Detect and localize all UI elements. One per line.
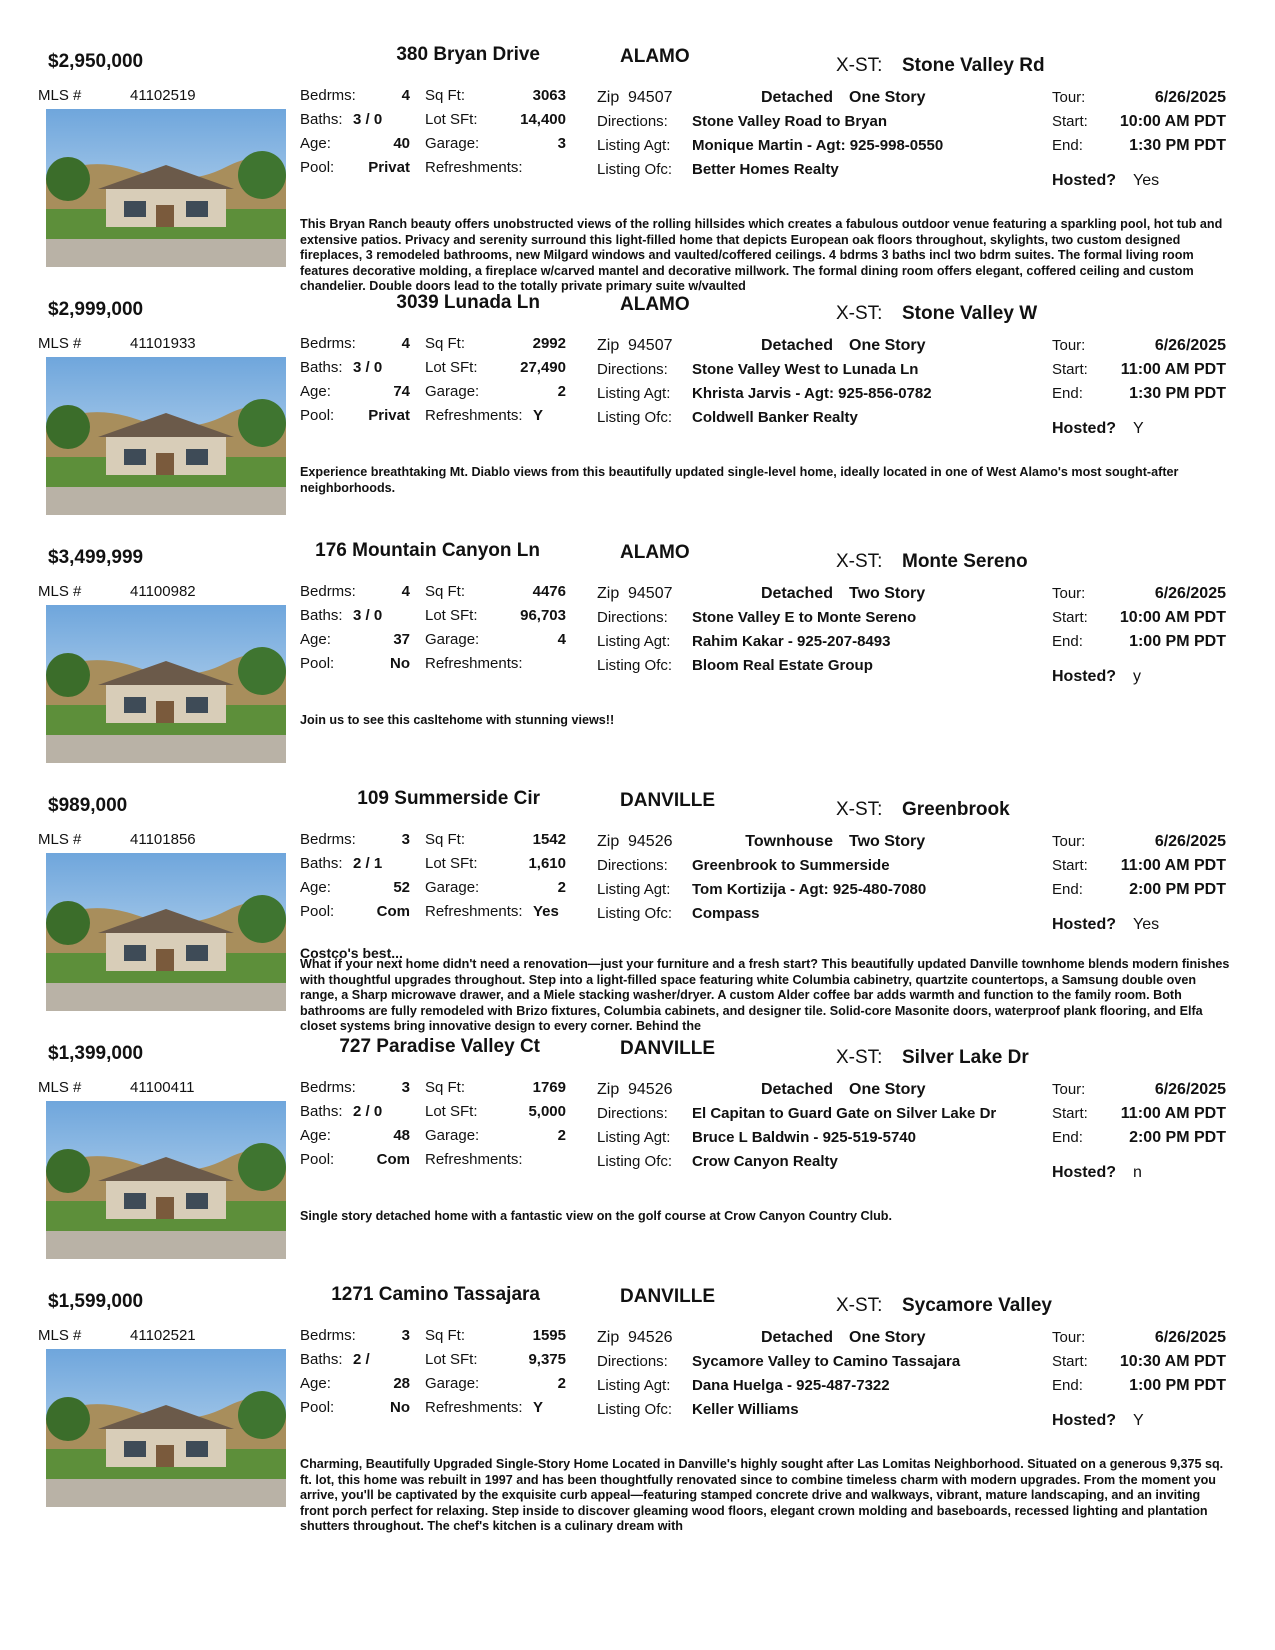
listing-city: DANVILLE — [620, 1286, 715, 1307]
cross-street-value: Greenbrook — [902, 799, 1010, 820]
baths-value: 3 / 0 — [353, 359, 383, 376]
garage-value: 2 — [557, 383, 566, 400]
directions-label: Directions: — [597, 361, 668, 378]
end-time: 1:30 PM PDT — [1129, 385, 1226, 402]
age-value: 37 — [393, 631, 410, 648]
directions-value: Stone Valley Road to Bryan — [692, 113, 888, 130]
garage-label: Garage: — [425, 1127, 480, 1144]
listing-address: 3039 Lunada Ln — [396, 292, 540, 313]
cross-street-value: Monte Sereno — [902, 551, 1028, 572]
tour-label: Tour: — [1052, 833, 1086, 850]
hosted-value: Y — [1133, 1412, 1144, 1429]
mls-label: MLS # — [38, 87, 82, 104]
refreshments-label: Refreshments: — [425, 655, 523, 672]
lot-label: Lot SFt: — [425, 855, 478, 872]
end-time: 2:00 PM PDT — [1129, 881, 1226, 898]
mls-label: MLS # — [38, 1079, 82, 1096]
start-time: 11:00 AM PDT — [1120, 361, 1226, 378]
sqft-value: 4476 — [532, 583, 566, 600]
listing-note: Costco's best... — [300, 945, 403, 961]
garage-value: 2 — [557, 1375, 566, 1392]
listing-card — [0, 1037, 1275, 1295]
end-label: End: — [1052, 137, 1083, 154]
stories: Two Story — [849, 585, 926, 602]
listing-city: ALAMO — [620, 542, 690, 563]
refreshments-label: Refreshments: — [425, 903, 523, 920]
start-time: 11:00 AM PDT — [1120, 1105, 1226, 1122]
lot-label: Lot SFt: — [425, 1351, 478, 1368]
listing-address: 727 Paradise Valley Ct — [339, 1036, 540, 1057]
lot-label: Lot SFt: — [425, 111, 478, 128]
pool-label: Pool: — [300, 407, 335, 424]
cross-street-value: Stone Valley Rd — [902, 55, 1045, 76]
sqft-value: 1595 — [532, 1327, 566, 1344]
end-label: End: — [1052, 881, 1083, 898]
end-label: End: — [1052, 1129, 1083, 1146]
cross-street-label: X-ST: — [836, 55, 883, 76]
agent-value: Bruce L Baldwin - 925-519-5740 — [692, 1129, 916, 1146]
office-label: Listing Ofc: — [597, 905, 673, 922]
listing-address: 109 Summerside Cir — [357, 788, 540, 809]
office-label: Listing Ofc: — [597, 657, 673, 674]
listing-description: Experience breathtaking Mt. Diablo views from this beautifully updated single-level home, ideally located in one of West Alamo's most sought-after neighborhoods. — [300, 465, 1179, 495]
cross-street-label: X-ST: — [836, 1295, 883, 1316]
pool-value: Privat — [368, 407, 410, 424]
start-time: 10:30 AM PDT — [1119, 1353, 1226, 1370]
sqft-label: Sq Ft: — [425, 1079, 466, 1096]
lot-value: 96,703 — [520, 607, 566, 624]
pool-label: Pool: — [300, 1399, 335, 1416]
property-type: Townhouse — [745, 833, 833, 850]
start-label: Start: — [1052, 361, 1088, 378]
cross-street-value: Stone Valley W — [902, 303, 1038, 324]
age-label: Age: — [300, 383, 331, 400]
listing-card — [0, 293, 1275, 551]
property-type: Detached — [760, 89, 833, 106]
stories: One Story — [849, 89, 926, 106]
mls-label: MLS # — [38, 831, 82, 848]
directions-label: Directions: — [597, 1105, 668, 1122]
tour-label: Tour: — [1052, 337, 1086, 354]
pool-label: Pool: — [300, 159, 335, 176]
listing-card — [0, 789, 1275, 1047]
refreshments-label: Refreshments: — [425, 159, 523, 176]
bedrooms-label: Bedrms: — [300, 1327, 356, 1344]
garage-label: Garage: — [425, 879, 480, 896]
hosted-value: n — [1133, 1164, 1142, 1181]
listing-address: 1271 Camino Tassajara — [331, 1284, 540, 1305]
tour-label: Tour: — [1052, 1081, 1086, 1098]
start-time: 11:00 AM PDT — [1120, 857, 1226, 874]
cross-street-value: Silver Lake Dr — [902, 1047, 1029, 1068]
age-value: 48 — [393, 1127, 410, 1144]
lot-label: Lot SFt: — [425, 1103, 478, 1120]
property-type: Detached — [760, 1081, 833, 1098]
office-label: Listing Ofc: — [597, 409, 673, 426]
zip-label: Zip — [597, 337, 620, 354]
pool-label: Pool: — [300, 1151, 335, 1168]
directions-label: Directions: — [597, 609, 668, 626]
property-photo — [46, 109, 286, 267]
sqft-label: Sq Ft: — [425, 583, 466, 600]
bedrooms-value: 3 — [401, 831, 410, 848]
property-photo — [46, 357, 286, 515]
agent-value: Rahim Kakar - 925-207-8493 — [692, 633, 891, 650]
pool-label: Pool: — [300, 655, 335, 672]
property-photo — [46, 605, 286, 763]
start-label: Start: — [1052, 857, 1088, 874]
listing-address: 380 Bryan Drive — [396, 44, 540, 65]
stories: One Story — [849, 337, 926, 354]
cross-street-label: X-ST: — [836, 303, 883, 324]
zip-value: 94526 — [628, 1081, 673, 1098]
baths-label: Baths: — [300, 607, 343, 624]
property-type: Detached — [760, 1329, 833, 1346]
lot-value: 5,000 — [528, 1103, 566, 1120]
mls-number: 41102519 — [130, 87, 196, 104]
zip-value: 94507 — [628, 337, 673, 354]
hosted-value: y — [1133, 668, 1141, 685]
bedrooms-value: 4 — [401, 583, 410, 600]
mls-number: 41100411 — [130, 1079, 195, 1096]
garage-label: Garage: — [425, 1375, 480, 1392]
zip-label: Zip — [597, 585, 620, 602]
bedrooms-value: 4 — [401, 335, 410, 352]
zip-value: 94507 — [628, 89, 673, 106]
zip-label: Zip — [597, 1081, 620, 1098]
refreshments-label: Refreshments: — [425, 1399, 523, 1416]
listing-price: $3,499,999 — [48, 547, 144, 568]
directions-value: Sycamore Valley to Camino Tassajara — [692, 1353, 961, 1370]
bedrooms-label: Bedrms: — [300, 1079, 356, 1096]
age-value: 74 — [393, 383, 410, 400]
office-label: Listing Ofc: — [597, 1401, 673, 1418]
property-photo — [46, 1349, 286, 1507]
garage-value: 2 — [557, 879, 566, 896]
listing-price: $2,999,000 — [48, 299, 144, 320]
baths-value: 3 / 0 — [353, 607, 383, 624]
lot-value: 27,490 — [520, 359, 566, 376]
property-photo-illustration — [46, 1101, 286, 1259]
mls-number: 41102521 — [130, 1327, 196, 1344]
hosted-value: Y — [1133, 420, 1144, 437]
listing-price: $1,599,000 — [48, 1291, 144, 1312]
refreshments-value: Y — [533, 1399, 544, 1416]
listing-city: DANVILLE — [620, 1038, 715, 1059]
agent-label: Listing Agt: — [597, 1377, 671, 1394]
property-photo — [46, 1101, 286, 1259]
listing-city: ALAMO — [620, 46, 690, 67]
hosted-label: Hosted? — [1052, 916, 1116, 933]
end-time: 1:30 PM PDT — [1129, 137, 1226, 154]
agent-value: Monique Martin - Agt: 925-998-0550 — [692, 137, 944, 154]
end-label: End: — [1052, 385, 1083, 402]
property-photo-illustration — [46, 1349, 286, 1507]
cross-street-value: Sycamore Valley — [902, 1295, 1052, 1316]
pool-value: No — [390, 655, 410, 672]
cross-street-label: X-ST: — [836, 551, 883, 572]
bedrooms-label: Bedrms: — [300, 831, 356, 848]
agent-value: Dana Huelga - 925-487-7322 — [692, 1377, 890, 1394]
lot-label: Lot SFt: — [425, 607, 478, 624]
property-photo — [46, 853, 286, 1011]
age-label: Age: — [300, 1127, 331, 1144]
directions-label: Directions: — [597, 113, 668, 130]
age-label: Age: — [300, 631, 331, 648]
age-label: Age: — [300, 1375, 331, 1392]
office-label: Listing Ofc: — [597, 1153, 673, 1170]
sqft-label: Sq Ft: — [425, 831, 466, 848]
garage-value: 4 — [557, 631, 566, 648]
sqft-value: 1769 — [532, 1079, 566, 1096]
listing-card — [0, 45, 1275, 303]
pool-value: Privat — [368, 159, 410, 176]
age-label: Age: — [300, 879, 331, 896]
garage-label: Garage: — [425, 383, 480, 400]
zip-value: 94526 — [628, 1329, 673, 1346]
tour-label: Tour: — [1052, 585, 1086, 602]
refreshments-value: Y — [533, 407, 544, 424]
property-type: Detached — [760, 585, 833, 602]
tour-date: 6/26/2025 — [1154, 585, 1226, 602]
age-label: Age: — [300, 135, 331, 152]
office-value: Coldwell Banker Realty — [692, 409, 858, 426]
tour-date: 6/26/2025 — [1154, 1081, 1226, 1098]
tour-date: 6/26/2025 — [1154, 1329, 1226, 1346]
stories: One Story — [849, 1081, 926, 1098]
refreshments-value: Yes — [533, 903, 559, 920]
baths-value: 2 / — [353, 1351, 370, 1368]
sqft-value: 1542 — [532, 831, 566, 848]
baths-label: Baths: — [300, 1351, 343, 1368]
bedrooms-value: 3 — [401, 1079, 410, 1096]
hosted-value: Yes — [1133, 916, 1160, 933]
directions-value: Greenbrook to Summerside — [692, 857, 890, 874]
start-time: 10:00 AM PDT — [1119, 113, 1226, 130]
sqft-label: Sq Ft: — [425, 1327, 466, 1344]
cross-street-label: X-ST: — [836, 1047, 883, 1068]
baths-label: Baths: — [300, 855, 343, 872]
office-value: Keller Williams — [692, 1401, 799, 1418]
property-photo-illustration — [46, 357, 286, 515]
age-value: 28 — [393, 1375, 410, 1392]
stories: Two Story — [849, 833, 926, 850]
baths-label: Baths: — [300, 359, 343, 376]
listing-address: 176 Mountain Canyon Ln — [315, 540, 540, 561]
age-value: 40 — [393, 135, 410, 152]
office-label: Listing Ofc: — [597, 161, 673, 178]
directions-value: Stone Valley West to Lunada Ln — [692, 361, 919, 378]
agent-label: Listing Agt: — [597, 1129, 671, 1146]
tour-label: Tour: — [1052, 1329, 1086, 1346]
stories: One Story — [849, 1329, 926, 1346]
baths-value: 2 / 0 — [353, 1103, 383, 1120]
listing-city: DANVILLE — [620, 790, 715, 811]
sqft-label: Sq Ft: — [425, 87, 466, 104]
end-time: 1:00 PM PDT — [1129, 1377, 1226, 1394]
agent-label: Listing Agt: — [597, 137, 671, 154]
zip-value: 94507 — [628, 585, 673, 602]
directions-value: El Capitan to Guard Gate on Silver Lake Dr — [692, 1105, 997, 1122]
office-value: Better Homes Realty — [692, 161, 839, 178]
start-label: Start: — [1052, 1353, 1088, 1370]
mls-label: MLS # — [38, 1327, 82, 1344]
garage-label: Garage: — [425, 135, 480, 152]
start-label: Start: — [1052, 609, 1088, 626]
tour-date: 6/26/2025 — [1154, 337, 1226, 354]
listing-price: $1,399,000 — [48, 1043, 144, 1064]
garage-label: Garage: — [425, 631, 480, 648]
lot-value: 9,375 — [528, 1351, 566, 1368]
end-time: 1:00 PM PDT — [1129, 633, 1226, 650]
cross-street-label: X-ST: — [836, 799, 883, 820]
refreshments-label: Refreshments: — [425, 407, 523, 424]
agent-value: Tom Kortizija - Agt: 925-480-7080 — [692, 881, 927, 898]
lot-label: Lot SFt: — [425, 359, 478, 376]
office-value: Bloom Real Estate Group — [692, 657, 873, 674]
baths-label: Baths: — [300, 111, 343, 128]
end-time: 2:00 PM PDT — [1129, 1129, 1226, 1146]
listing-description: Charming, Beautifully Upgraded Single-Story Home Located in Danville's highly sought after Las Lomitas Neighborhood. Situated on a generous 9,375 sq. ft. lot, this home was rebuilt in 1997 and has been thoughtfully renovated since to combine timeless charm with modern upgrades. From the moment you arrive, you'll be captivated by the exquisite curb appeal—featuring stamped concrete drive and walkways, vibrant, mature landscaping, and an inviting front porch perfect for relaxing. Step inside to discover gleaming wood floors, elegant crown molding and baseboards, recessed lighting and plantation shutters throughout. The chef's kitchen is a culinary dream with — [300, 1457, 1224, 1534]
property-type: Detached — [760, 337, 833, 354]
agent-label: Listing Agt: — [597, 633, 671, 650]
start-time: 10:00 AM PDT — [1119, 609, 1226, 626]
age-value: 52 — [393, 879, 410, 896]
tour-label: Tour: — [1052, 89, 1086, 106]
end-label: End: — [1052, 633, 1083, 650]
property-photo-illustration — [46, 109, 286, 267]
garage-value: 2 — [557, 1127, 566, 1144]
bedrooms-label: Bedrms: — [300, 87, 356, 104]
zip-value: 94526 — [628, 833, 673, 850]
office-value: Crow Canyon Realty — [692, 1153, 838, 1170]
mls-number: 41100982 — [130, 583, 196, 600]
end-label: End: — [1052, 1377, 1083, 1394]
listing-description: Join us to see this casltehome with stunning views!! — [300, 713, 615, 727]
sqft-value: 3063 — [532, 87, 566, 104]
hosted-label: Hosted? — [1052, 420, 1116, 437]
property-photo-illustration — [46, 853, 286, 1011]
directions-label: Directions: — [597, 857, 668, 874]
lot-value: 1,610 — [528, 855, 566, 872]
listing-price: $989,000 — [48, 795, 128, 816]
bedrooms-label: Bedrms: — [300, 335, 356, 352]
garage-value: 3 — [557, 135, 566, 152]
mls-number: 41101933 — [130, 335, 196, 352]
pool-label: Pool: — [300, 903, 335, 920]
mls-label: MLS # — [38, 583, 82, 600]
tour-date: 6/26/2025 — [1154, 89, 1226, 106]
listing-city: ALAMO — [620, 294, 690, 315]
zip-label: Zip — [597, 89, 620, 106]
baths-value: 2 / 1 — [353, 855, 383, 872]
pool-value: Com — [376, 903, 410, 920]
hosted-label: Hosted? — [1052, 1164, 1116, 1181]
bedrooms-value: 3 — [401, 1327, 410, 1344]
agent-label: Listing Agt: — [597, 385, 671, 402]
listing-description: What if your next home didn't need a renovation—just your furniture and a fresh start? This beautifully updated Danville townhome blends modern finishes with thoughtful upgrades throughout. Step into a light-filled space featuring white Columbia cabinetry, quartzite countertops, a Samsung double oven range, a Sharp microwave drawer, and a Miele stacking washer/dryer. A custom Alder coffee bar adds warmth and function to the family room. Both bathrooms are fully remodeled with Brizo fixtures, Columbia cabinets, and designer tile. Solid-core Masonite doors, waterproof plank flooring, and Elfa closet systems bring innovative design to every corner. Behind the — [300, 957, 1230, 1034]
listing-description: This Bryan Ranch beauty offers unobstructed views of the rolling hillsides which creates a fabulous outdoor venue featuring a sparkling pool, hot tub and extensive patios. Privacy and serenity surround this light-filled home that depicts European oak floors throughout, skylights, two custom designed fireplaces, 3 remodeled bathrooms, new Milgard windows and vaulted/coffered ceilings. 4 bdrms 3 baths incl two bdrm suites. The formal living room features decorative molding, a fireplace w/carved mantel and decorative millwork. The formal dining room offers elegant, coffered ceiling and custom chandelier. Double doors lead to the totally private primary suite w/vaulted — [300, 217, 1223, 294]
tour-date: 6/26/2025 — [1154, 833, 1226, 850]
start-label: Start: — [1052, 1105, 1088, 1122]
hosted-label: Hosted? — [1052, 1412, 1116, 1429]
sqft-value: 2992 — [532, 335, 566, 352]
baths-label: Baths: — [300, 1103, 343, 1120]
listing-description: Single story detached home with a fantastic view on the golf course at Crow Canyon Country Club. — [300, 1209, 892, 1223]
lot-value: 14,400 — [520, 111, 566, 128]
mls-label: MLS # — [38, 335, 82, 352]
property-photo-illustration — [46, 605, 286, 763]
listing-card — [0, 541, 1275, 799]
sqft-label: Sq Ft: — [425, 335, 466, 352]
refreshments-label: Refreshments: — [425, 1151, 523, 1168]
office-value: Compass — [692, 905, 760, 922]
baths-value: 3 / 0 — [353, 111, 383, 128]
listing-price: $2,950,000 — [48, 51, 144, 72]
agent-label: Listing Agt: — [597, 881, 671, 898]
directions-value: Stone Valley E to Monte Sereno — [692, 609, 917, 626]
bedrooms-value: 4 — [401, 87, 410, 104]
agent-value: Khrista Jarvis - Agt: 925-856-0782 — [692, 385, 932, 402]
mls-number: 41101856 — [130, 831, 196, 848]
start-label: Start: — [1052, 113, 1088, 130]
hosted-value: Yes — [1133, 172, 1160, 189]
hosted-label: Hosted? — [1052, 172, 1116, 189]
hosted-label: Hosted? — [1052, 668, 1116, 685]
bedrooms-label: Bedrms: — [300, 583, 356, 600]
listing-card — [0, 1285, 1275, 1543]
pool-value: Com — [376, 1151, 410, 1168]
pool-value: No — [390, 1399, 410, 1416]
zip-label: Zip — [597, 833, 620, 850]
directions-label: Directions: — [597, 1353, 668, 1370]
zip-label: Zip — [597, 1329, 620, 1346]
